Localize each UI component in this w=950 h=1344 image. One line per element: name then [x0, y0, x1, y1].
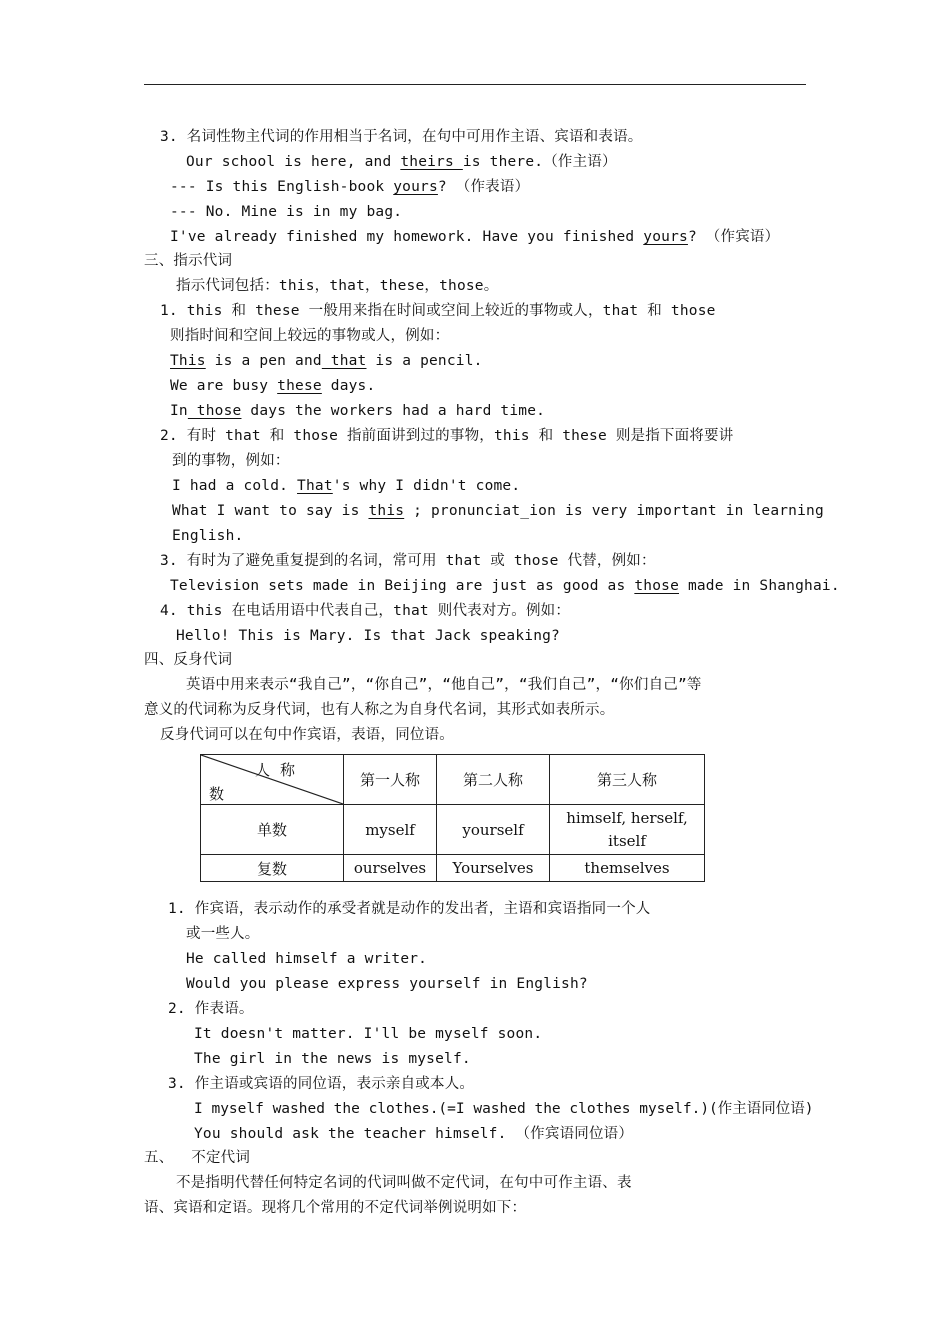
corner-label-number: 数	[209, 785, 225, 803]
row-label-singular: 单数	[201, 805, 344, 855]
paragraph: 3. 作主语或宾语的同位语，表示亲自或本人。	[168, 1076, 475, 1092]
example-line: English.	[172, 528, 244, 544]
example-line: I myself washed the clothes.(=I washed the clothes myself.)(作主语同位语)	[194, 1101, 814, 1117]
paragraph: 指示代词包括：this，that，these，those。	[176, 278, 499, 294]
example-line: Our school is here, and theirs is there.（作主语）	[186, 154, 617, 170]
paragraph: 不是指明代替任何特定名词的代词叫做不定代词，在句中可作主语、表	[176, 1175, 632, 1191]
row-label-plural: 复数	[201, 855, 344, 882]
header-rule	[144, 84, 806, 85]
section-heading: 三、指示代词	[144, 253, 233, 269]
example-line: --- Is this English-book yours? （作表语）	[170, 179, 530, 195]
paragraph: 1. this 和 these 一般用来指在时间或空间上较近的事物或人，that 和 those	[160, 303, 716, 319]
example-line: You should ask the teacher himself. （作宾语同位语）	[194, 1126, 634, 1142]
example-line: He called himself a writer.	[186, 951, 428, 967]
example-line: It doesn't matter. I'll be myself soon.	[194, 1026, 543, 1042]
possessive-point-3: 3. 名词性物主代词的作用相当于名词，在句中可用作主语、宾语和表语。	[160, 129, 643, 145]
example-line: Television sets made in Beijing are just as good as those made in Shanghai.	[170, 578, 840, 594]
paragraph: 3. 有时为了避免重复提到的名词，常可用 that 或 those 代替，例如：	[160, 553, 656, 569]
paragraph: 到的事物，例如：	[172, 453, 290, 469]
paragraph: 2. 有时 that 和 those 指前面讲到过的事物，this 和 these 则是指下面将要讲	[160, 428, 734, 444]
paragraph: 意义的代词称为反身代词，也有人称之为自身代名词，其形式如表所示。	[144, 702, 615, 718]
example-line: We are busy these days.	[170, 378, 376, 394]
section-heading: 五、 不定代词	[144, 1150, 251, 1166]
table-cell: themselves	[550, 855, 705, 882]
table-cell: myself	[344, 805, 437, 855]
example-line: Hello! This is Mary. Is that Jack speaking?	[176, 628, 560, 644]
reflexive-pronoun-table	[200, 754, 705, 882]
example-line: I've already finished my homework. Have you finished yours? （作宾语）	[170, 229, 780, 245]
corner-label-person: 人称	[255, 761, 306, 779]
table-cell: himself, herself, itself	[550, 805, 705, 855]
header-third-person: 第三人称	[550, 755, 705, 805]
table-cell: Yourselves	[437, 855, 550, 882]
example-line: This is a pen and that is a pencil.	[170, 353, 483, 369]
header-second-person: 第二人称	[437, 755, 550, 805]
example-line: --- No. Mine is in my bag.	[170, 204, 403, 220]
paragraph: 语、宾语和定语。现将几个常用的不定代词举例说明如下：	[144, 1200, 527, 1216]
table-cell: yourself	[437, 805, 550, 855]
paragraph: 4. this 在电话用语中代表自己，that 则代表对方。例如：	[160, 603, 571, 619]
example-line: The girl in the news is myself.	[194, 1051, 471, 1067]
example-line: In those days the workers had a hard time.	[170, 403, 546, 419]
table-cell: ourselves	[344, 855, 437, 882]
paragraph: 则指时间和空间上较远的事物或人，例如：	[170, 328, 450, 344]
example-line: Would you please express yourself in English?	[186, 976, 588, 992]
paragraph: 或一些人。	[186, 926, 260, 942]
example-line: I had a cold. That's why I didn't come.	[172, 478, 521, 494]
header-first-person: 第一人称	[344, 755, 437, 805]
table-corner-cell	[201, 755, 344, 805]
paragraph: 英语中用来表示“我自己”，“你自己”，“他自己”，“我们自己”，“你们自己”等	[186, 677, 702, 693]
paragraph: 1. 作宾语，表示动作的承受者就是动作的发出者，主语和宾语指同一个人	[168, 901, 651, 917]
example-line: What I want to say is this ; pronunciat_ion is very important in learning	[172, 503, 824, 519]
section-heading: 四、反身代词	[144, 652, 233, 668]
paragraph: 2. 作表语。	[168, 1001, 254, 1017]
paragraph: 反身代词可以在句中作宾语，表语，同位语。	[160, 727, 454, 743]
